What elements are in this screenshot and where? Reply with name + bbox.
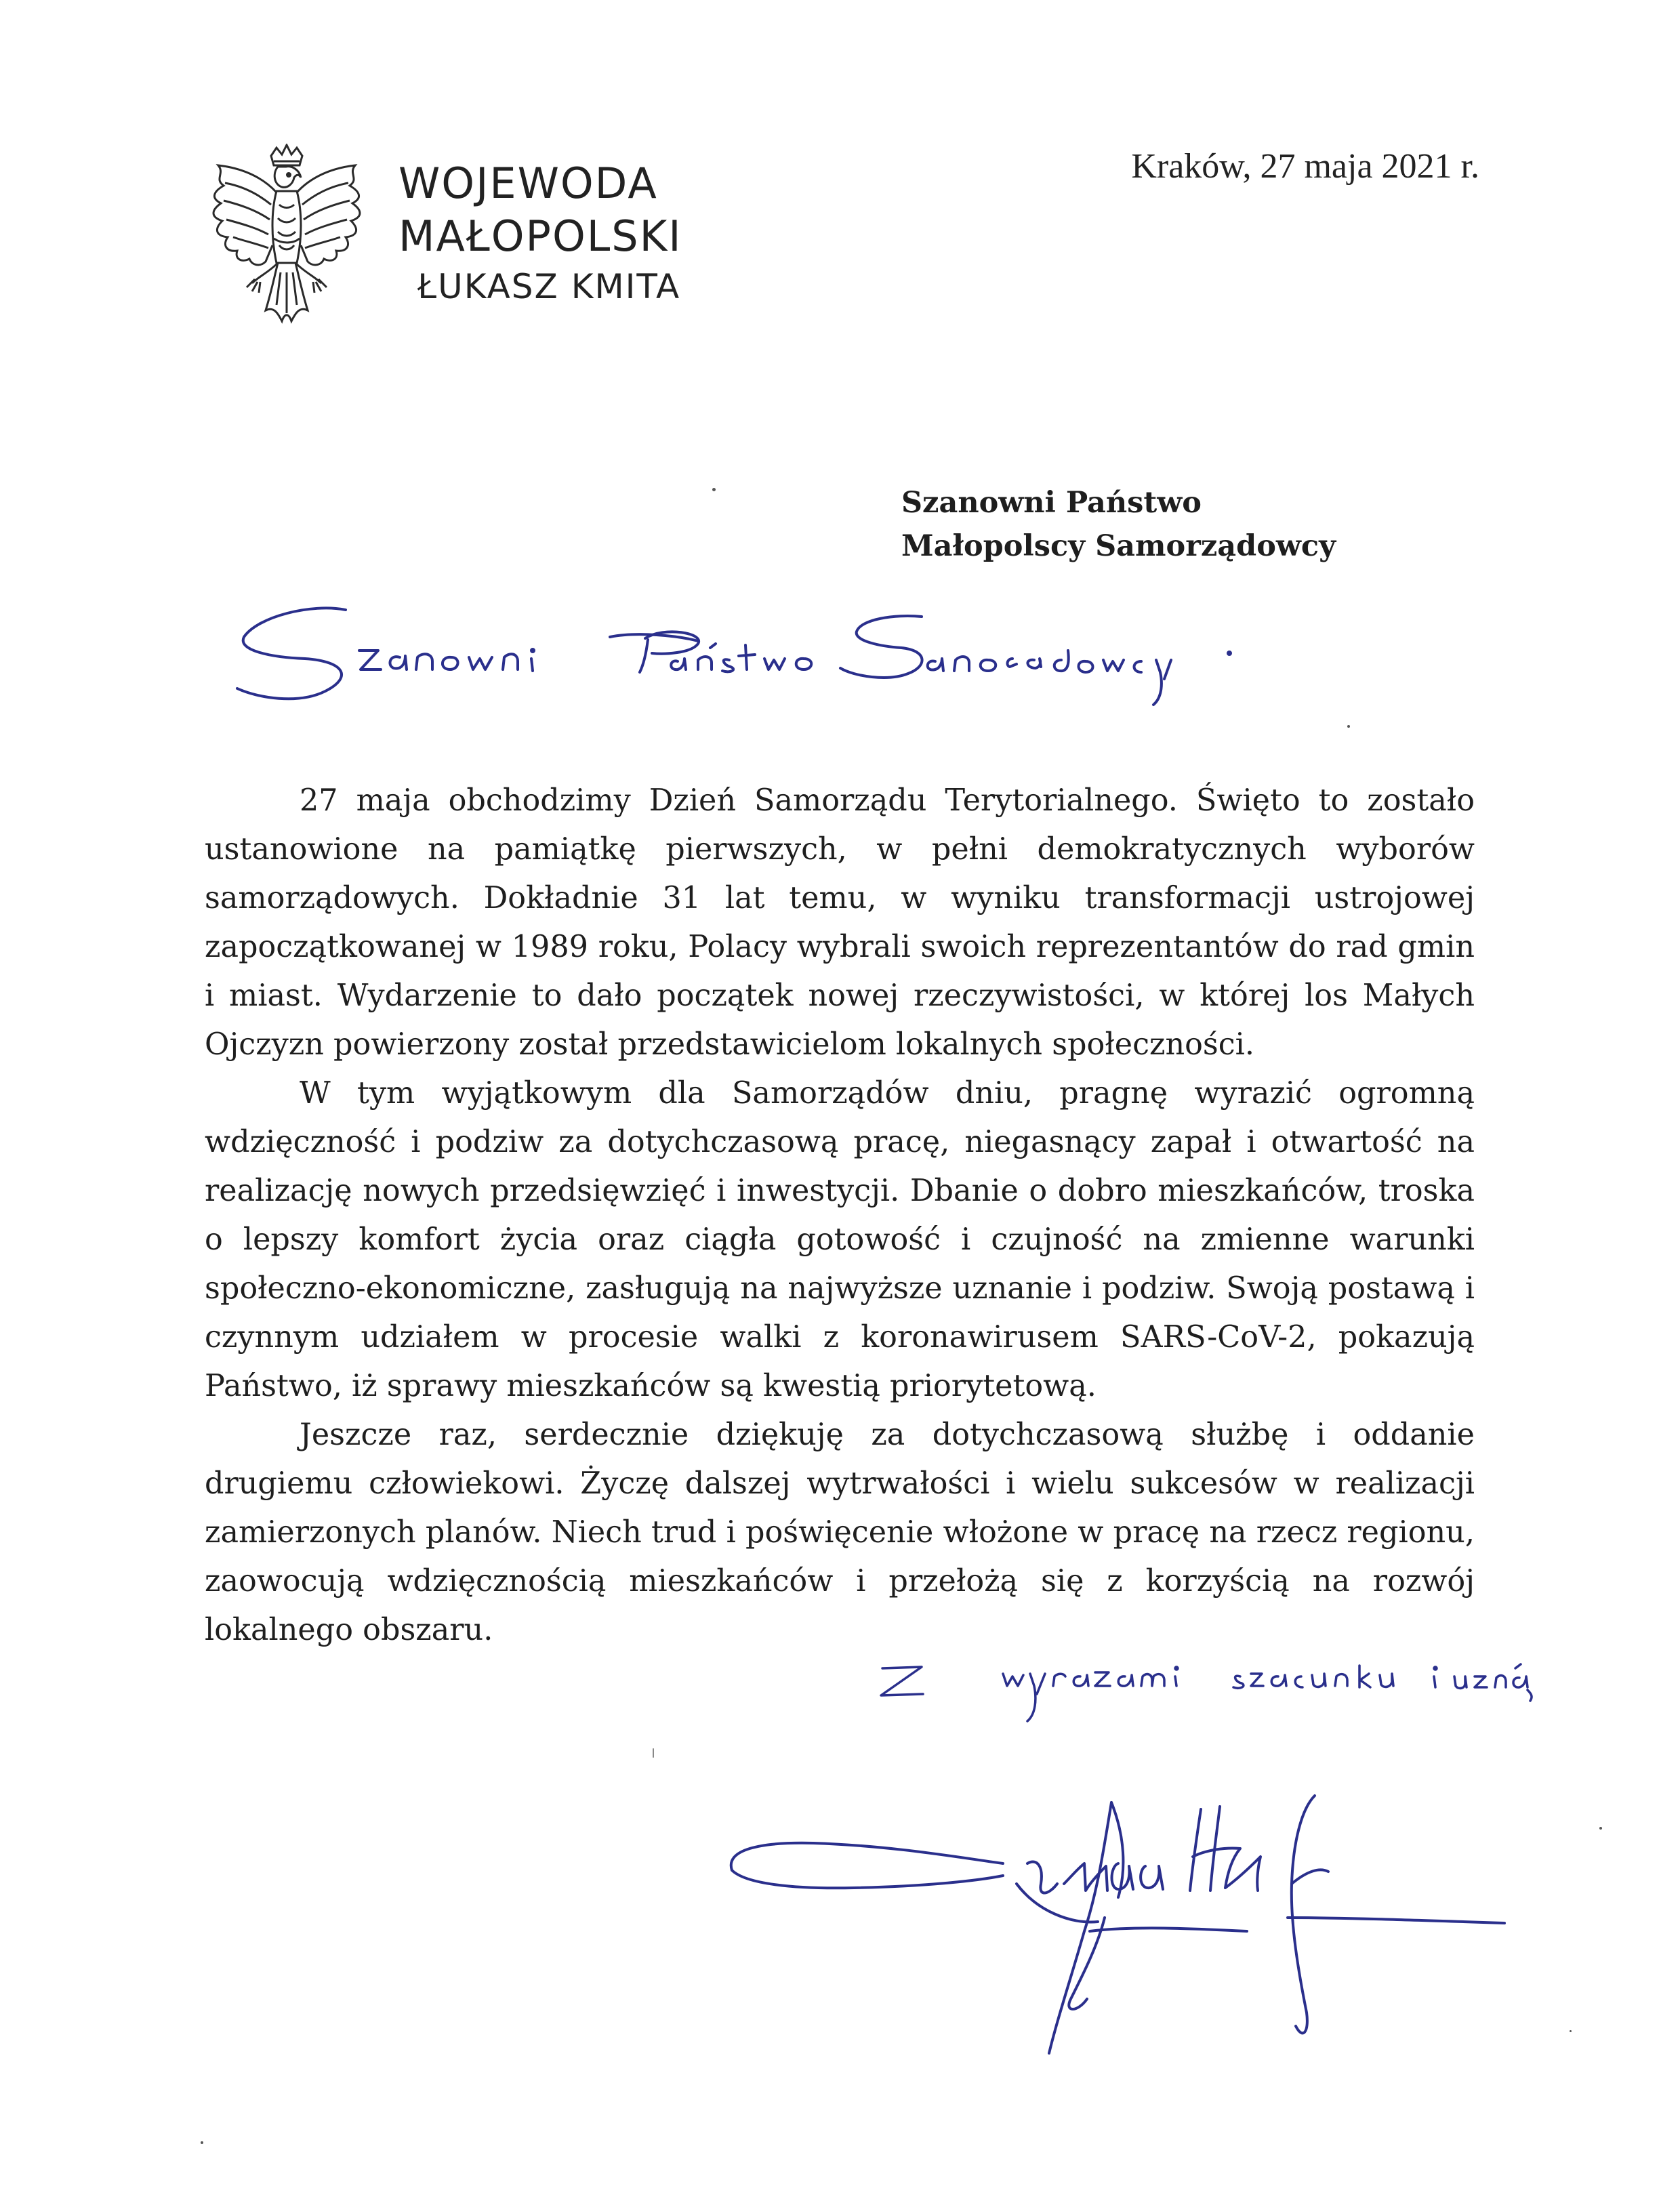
letter-date: Kraków, 27 maja 2021 r. — [1131, 147, 1479, 186]
scan-speck — [1599, 1827, 1602, 1830]
polish-eagle-emblem-icon — [198, 144, 375, 340]
office-title-line1: WOJEWODA — [398, 159, 658, 208]
handwritten-greeting-icon — [230, 596, 1233, 732]
scan-speck — [653, 1748, 654, 1758]
scan-speck — [201, 2141, 203, 2144]
body-paragraph-2: W tym wyjątkowym dla Samorządów dniu, pragnę wyrazić ogromną wdzięczność i podziw za dotychczasową pracę, niegasnący zapał i otwartość na realizację nowych przedsięwzięć i inwestycji. Dbanie o dobro mieszkańców, troska o lepszy komfort życia oraz ciągła gotowość i czujność na zmienne warunki społeczno-ekonomiczne, zasługują na najwyższe uznanie i podziw. Swoją postawą i czynnym udziałem w procesie walki z koronawirusem SARS-CoV-2, pokazują Państwo, iż sprawy mieszkańców są kwestią priorytetową. — [205, 1076, 1475, 1403]
handwritten-signature-icon — [718, 1782, 1518, 2067]
body-paragraph-3: Jeszcze raz, serdecznie dziękuję za dotychczasową służbę i oddanie drugiemu człowiekowi. Życzę dalszej wytrwałości i wielu sukcesów w realizacji zamierzonych planów. Niech trud i poświęcenie włożone w pracę na rzecz regionu, zaowocują wdzięcznością mieszkańców i przełożą się z korzyścią na rozwój lokalnego obszaru. — [205, 1418, 1475, 1647]
office-holder-name: ŁUKASZ KMITA — [417, 267, 681, 306]
scan-speck — [1570, 2030, 1572, 2032]
recipient-line2: Małopolscy Samorządowcy — [901, 529, 1336, 563]
recipient-line1: Szanowni Państwo — [901, 486, 1202, 520]
scan-speck — [1347, 725, 1350, 728]
handwritten-closing-icon — [874, 1653, 1538, 1741]
scan-speck — [712, 488, 716, 491]
recipient-block — [901, 481, 1336, 568]
office-title-line2: MAŁOPOLSKI — [398, 211, 682, 261]
body-paragraph-1: 27 maja obchodzimy Dzień Samorządu Terytorialnego. Święto to zostało ustanowione na pamiątkę pierwszych, w pełni demokratycznych wyborów samorządowych. Dokładnie 31 lat temu, w wyniku transformacji ustrojowej zapoczątkowanej w 1989 roku, Polacy wybrali swoich reprezentantów do rad gmin i miast. Wydarzenie to dało początek nowej rzeczywistości, w której los Małych Ojczyzn powierzony został przedstawicielom lokalnych społeczności. — [205, 783, 1475, 1062]
office-header — [398, 157, 682, 310]
letter-body — [205, 777, 1475, 1655]
